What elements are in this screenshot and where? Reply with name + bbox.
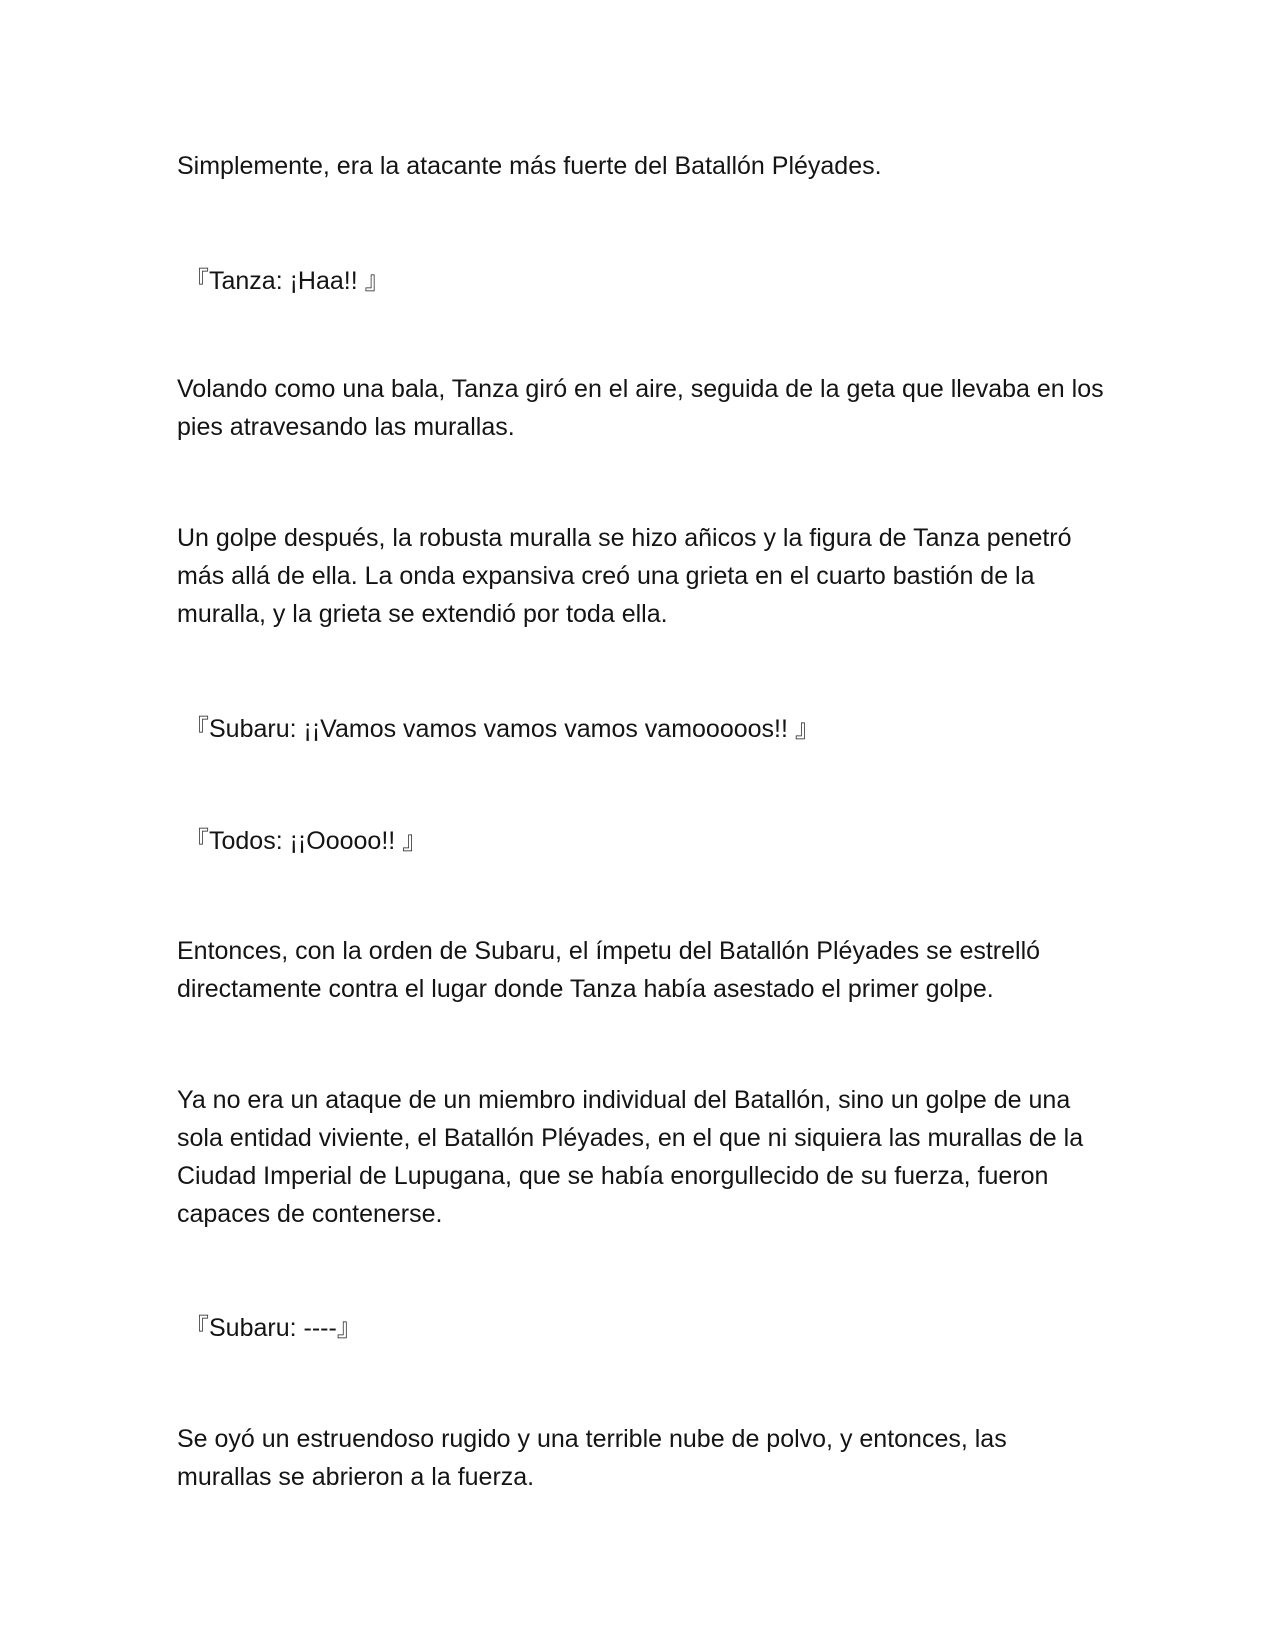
narration-paragraph: Ya no era un ataque de un miembro individual del Batallón, sino un golpe de una sola entidad viviente, el Batallón Pléyades, en el que ni siquiera las murallas de la Ciudad Imperial de Lupugana, que se había enorgullecido de su fuerza, fueron capaces de contenerse.	[177, 1086, 1084, 1228]
narration-paragraph: Simplemente, era la atacante más fuerte del Batallón Pléyades.	[177, 152, 882, 180]
dialogue-line: 『Subaru: ¡¡Vamos vamos vamos vamos vamooooos!! 』	[184, 715, 820, 743]
narration-paragraph: Se oyó un estruendoso rugido y una terrible nube de polvo, y entonces, las murallas se abrieron a la fuerza.	[177, 1425, 1007, 1491]
narration-paragraph: Un golpe después, la robusta muralla se hizo añicos y la figura de Tanza penetró más allá de ella. La onda expansiva creó una grieta en el cuarto bastión de la muralla, y la grieta se extendió por toda ella.	[177, 524, 1072, 628]
dialogue-line: 『Subaru: ----』	[184, 1314, 362, 1342]
narration-paragraph: Entonces, con la orden de Subaru, el ímpetu del Batallón Pléyades se estrelló directamente contra el lugar donde Tanza había asestado el primer golpe.	[177, 937, 1041, 1003]
narration-paragraph: Volando como una bala, Tanza giró en el aire, seguida de la geta que llevaba en los pies atravesando las murallas.	[177, 375, 1104, 441]
dialogue-line: 『Tanza: ¡Haa!! 』	[184, 267, 390, 295]
dialogue-line: 『Todos: ¡¡Ooooo!! 』	[184, 827, 428, 855]
